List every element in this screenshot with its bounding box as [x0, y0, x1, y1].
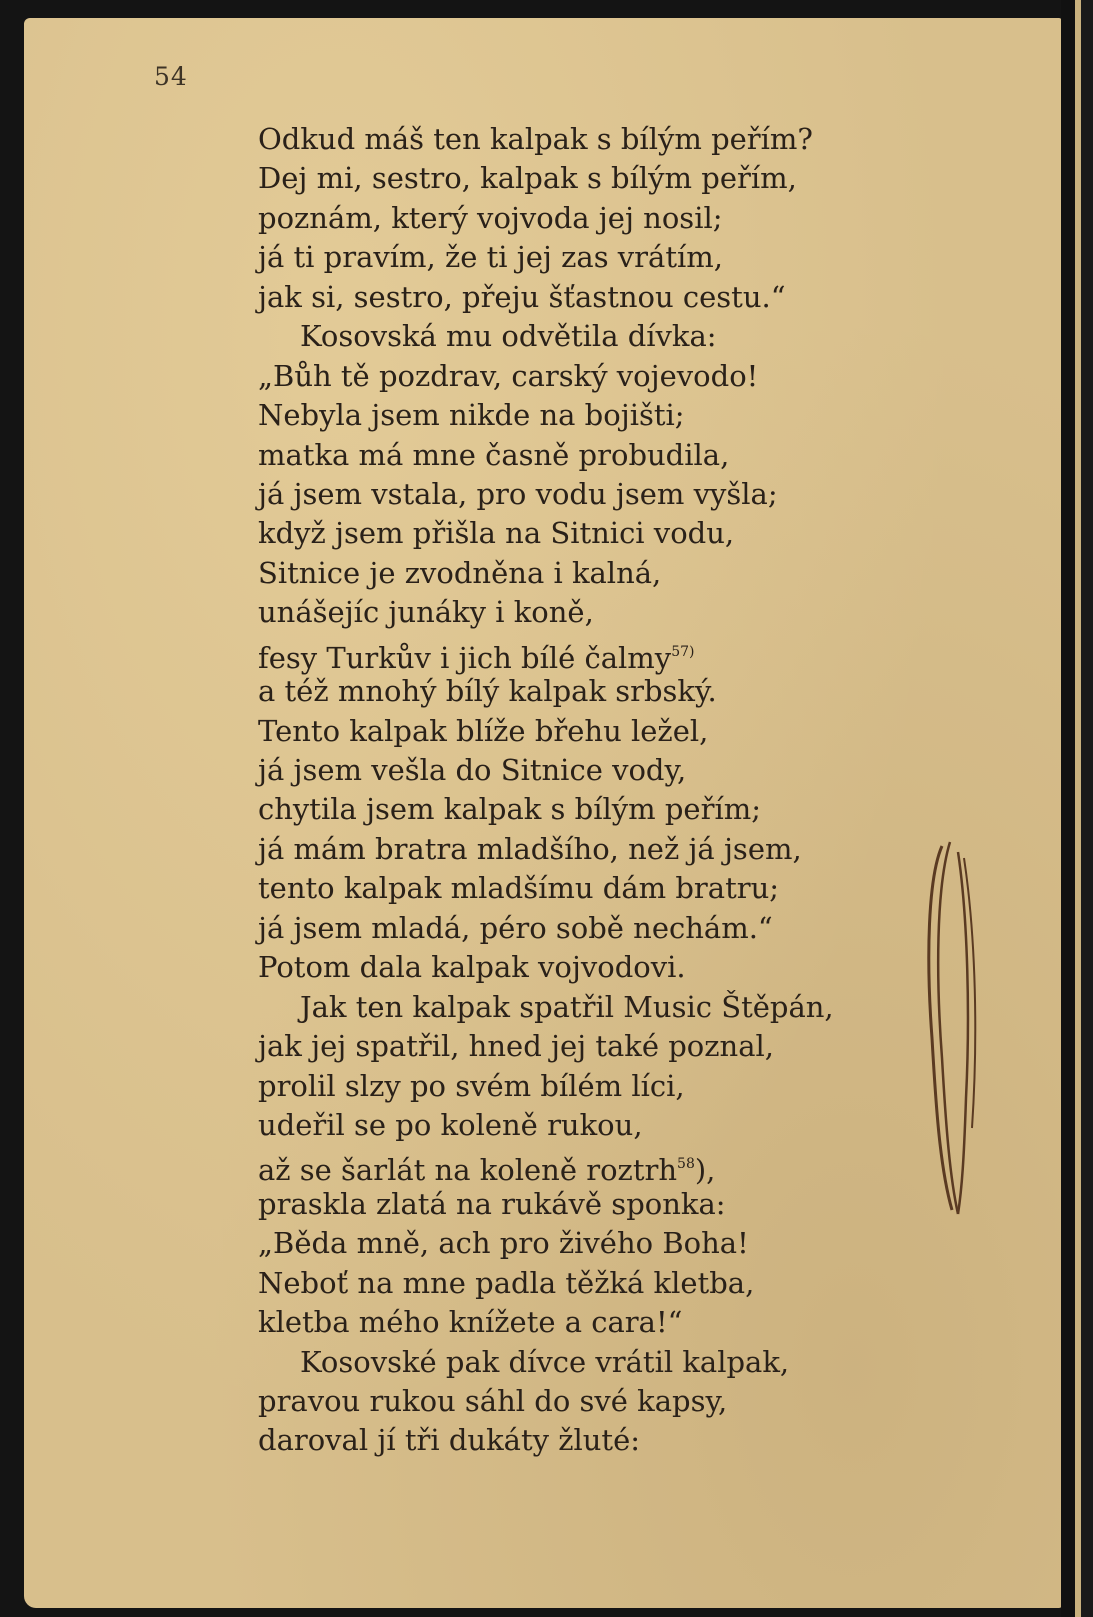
verse-line-text: „Bůh tě pozdrav, carský vojevodo!	[258, 358, 759, 393]
verse-line-text: fesy Turkův i jich bílé čalmy	[258, 640, 672, 675]
verse-line-text: prolil slzy po svém bílém líci,	[258, 1068, 685, 1103]
verse-line	[258, 120, 958, 159]
verse-line	[258, 514, 958, 553]
verse-line	[258, 988, 958, 1027]
verse-line	[258, 593, 958, 632]
verse-line-text: a též mnohý bílý kalpak srbský.	[258, 674, 717, 709]
verse-line	[258, 317, 958, 356]
verse-line-text: já mám bratra mladšího, než já jsem,	[258, 831, 802, 866]
verse-line-text: praskla zlatá na rukávě sponka:	[258, 1186, 726, 1221]
verse-line	[258, 1224, 958, 1263]
verse-line-text: já jsem mladá, péro sobě nechám.“	[258, 910, 773, 945]
verse-line-text: „Běda mně, ach pro živého Boha!	[258, 1226, 749, 1261]
verse-line	[258, 909, 958, 948]
verse-line	[258, 948, 958, 987]
verse-line-text: daroval jí tři dukáty žluté:	[258, 1423, 641, 1458]
verse-line	[258, 869, 958, 908]
verse-line	[258, 1067, 958, 1106]
page-number: 54	[154, 62, 188, 91]
verse-line	[258, 436, 958, 475]
verse-line-text: Tento kalpak blíže břehu ležel,	[258, 713, 709, 748]
verse-line-text: Dej mi, sestro, kalpak s bílým peřím,	[258, 161, 797, 196]
verse-line-text: poznám, který vojvoda jej nosil;	[258, 200, 723, 235]
verse-line-text: já jsem vstala, pro vodu jsem vyšla;	[258, 476, 778, 511]
verse-line-text: Nebyla jsem nikde na bojišti;	[258, 398, 685, 433]
verse-line	[258, 751, 958, 790]
verse-line-text: pravou rukou sáhl do své kapsy,	[258, 1384, 728, 1418]
verse-line-text: Neboť na mne padla těžká kletba,	[258, 1265, 755, 1300]
verse-line-text: udeřil se po koleně rukou,	[258, 1107, 643, 1142]
verse-line	[258, 1382, 958, 1421]
verse-line-text: Potom dala kalpak vojvodovi.	[258, 950, 686, 985]
verse-line-text: já ti pravím, že ti jej zas vrátím,	[258, 240, 723, 275]
verse-line	[258, 199, 958, 238]
verse-line-text: Kosovská mu odvětila dívka:	[300, 319, 717, 354]
verse-line-text: Kosovské pak dívce vrátil kalpak,	[300, 1344, 790, 1379]
verse-line-text: já jsem vešla do Sitnice vody,	[258, 753, 687, 787]
verse-line	[258, 1264, 958, 1303]
verse-line-text: chytila jsem kalpak s bílým peřím;	[258, 792, 761, 827]
verse-line-text: Odkud máš ten kalpak s bílým peřím?	[258, 122, 813, 156]
verse-line	[258, 633, 958, 675]
margin-bracket-mark	[922, 838, 982, 1218]
verse-line	[258, 278, 958, 317]
verse-line	[258, 830, 958, 869]
verse-line	[258, 1421, 958, 1460]
verse-line	[258, 1027, 958, 1066]
verse-line-text: až se šarlát na koleně roztrh	[258, 1153, 678, 1188]
verse-line	[258, 475, 958, 514]
verse-line-text: Sitnice je zvodněna i kalná,	[258, 555, 662, 590]
verse-line	[258, 159, 958, 198]
footnote-marker: 57)	[671, 643, 695, 660]
verse-line-text: unášejíc junáky i koně,	[258, 595, 594, 630]
verse-line-text: jak si, sestro, přeju šťastnou cestu.“	[258, 279, 786, 314]
verse-line	[258, 554, 958, 593]
poem-verse	[258, 120, 958, 1461]
verse-line	[258, 1106, 958, 1145]
verse-line-text: matka má mne časně probudila,	[258, 437, 730, 472]
verse-line-text: jak jej spatřil, hned jej také poznal,	[258, 1029, 774, 1064]
verse-line	[258, 396, 958, 435]
verse-line-text: Jak ten kalpak spatřil Music Štěpán,	[300, 989, 834, 1024]
verse-line-text: když jsem přišla na Sitnici vodu,	[258, 516, 735, 551]
verse-line-text: tento kalpak mladšímu dám bratru;	[258, 871, 780, 906]
verse-line	[258, 712, 958, 751]
verse-line	[258, 1145, 958, 1188]
verse-line	[258, 790, 958, 829]
verse-line-text: kletba mého knížete a cara!“	[258, 1305, 683, 1340]
verse-line	[258, 357, 958, 396]
book-spine-edge	[1061, 0, 1093, 1617]
verse-line	[258, 672, 958, 711]
footnote-closing: ),	[694, 1153, 716, 1188]
verse-line	[258, 1343, 958, 1382]
verse-line	[258, 238, 958, 277]
verse-line	[258, 1185, 958, 1224]
verse-line	[258, 1303, 958, 1342]
footnote-marker: 58	[677, 1156, 695, 1173]
